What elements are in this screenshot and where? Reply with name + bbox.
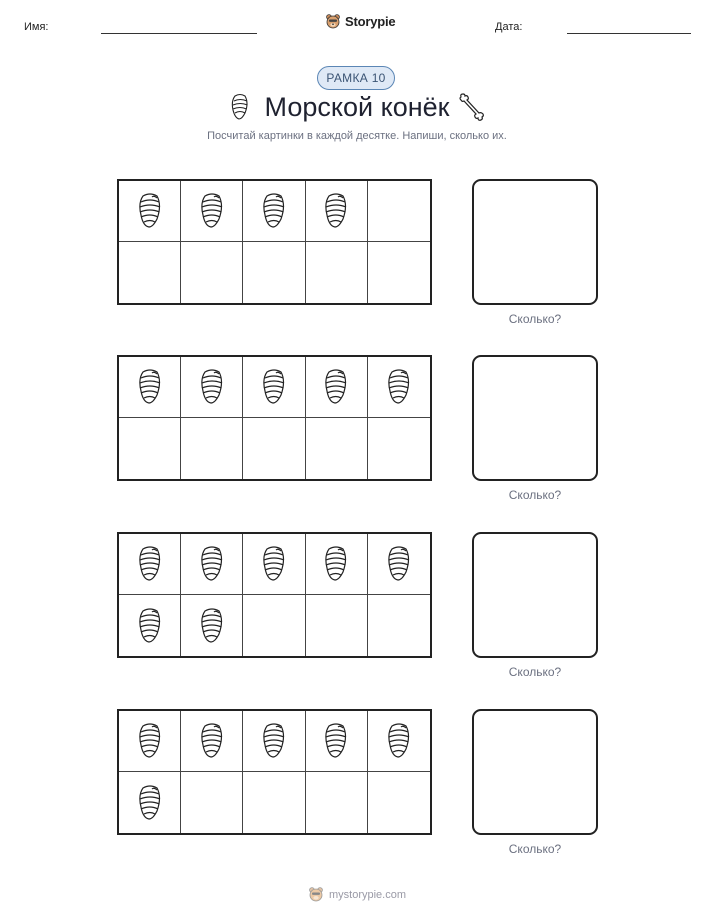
seashell-icon (137, 545, 163, 583)
bone-icon (457, 92, 487, 122)
seashell-icon (199, 545, 225, 583)
seashell-icon (137, 192, 163, 230)
frame-cell (243, 711, 305, 772)
date-line (567, 33, 691, 34)
seashell-icon (137, 722, 163, 760)
frame-cell (181, 534, 243, 595)
frame-cell (306, 772, 368, 833)
seashell-icon (386, 722, 412, 760)
frame-cell (119, 534, 181, 595)
frame-cell (119, 357, 181, 418)
frame-cell (306, 418, 368, 479)
seashell-icon (199, 722, 225, 760)
frame-cell (243, 418, 305, 479)
footer-url: mystorypie.com (328, 888, 407, 901)
frame-cell (368, 772, 430, 833)
frame-cell (306, 534, 368, 595)
brand-logo (325, 13, 395, 30)
frame-cell (243, 534, 305, 595)
frame-cell (243, 357, 305, 418)
seashell-icon (323, 722, 349, 760)
frame-cell (243, 595, 305, 656)
frame-cell (368, 418, 430, 479)
frame-cell (181, 181, 243, 242)
seashell-icon (137, 784, 163, 822)
frame-cell (119, 242, 181, 303)
name-line (101, 33, 257, 34)
frame-cell (181, 711, 243, 772)
frame-cell (368, 534, 430, 595)
answer-label: Сколько? (508, 312, 562, 326)
ten-frame (117, 355, 432, 481)
ten-frame (117, 532, 432, 658)
seashell-icon (199, 607, 225, 645)
frame-cell (243, 181, 305, 242)
frame-cell (306, 181, 368, 242)
answer-box[interactable] (472, 532, 598, 658)
answer-label: Сколько? (508, 488, 562, 502)
frame-cell (368, 181, 430, 242)
seashell-icon (137, 368, 163, 406)
frame-cell (306, 595, 368, 656)
frame-cell (243, 772, 305, 833)
instructions: Посчитай картинки в каждой десятке. Напиши, сколько их. (207, 130, 507, 142)
seashell-icon (386, 368, 412, 406)
seashell-icon (261, 192, 287, 230)
seashell-icon (386, 545, 412, 583)
footer (0, 886, 714, 903)
seashell-icon (323, 192, 349, 230)
frame-cell (119, 772, 181, 833)
frame-cell (119, 181, 181, 242)
date-label: Дата: (495, 21, 523, 33)
ten-frame (117, 179, 432, 305)
seashell-icon (323, 368, 349, 406)
answer-box[interactable] (472, 709, 598, 835)
frame-cell (119, 418, 181, 479)
frame-cell (181, 772, 243, 833)
seashell-icon (199, 192, 225, 230)
frame-cell (243, 242, 305, 303)
answer-label: Сколько? (508, 842, 562, 856)
answer-label: Сколько? (508, 665, 562, 679)
frame-cell (368, 242, 430, 303)
frame-cell (368, 357, 430, 418)
frame-cell (119, 595, 181, 656)
seashell-icon (261, 368, 287, 406)
seashell-icon (137, 607, 163, 645)
bear-mascot-icon (325, 13, 341, 30)
bear-mascot-icon (308, 886, 324, 903)
answer-box[interactable] (472, 355, 598, 481)
seashell-icon (199, 368, 225, 406)
frame-cell (368, 711, 430, 772)
frame-cell (306, 357, 368, 418)
ten-frame (117, 709, 432, 835)
brand-name: Storypie (345, 14, 396, 29)
seashell-icon (261, 545, 287, 583)
frame-cell (368, 595, 430, 656)
frame-cell (306, 242, 368, 303)
frame-cell (181, 242, 243, 303)
frame-cell (181, 418, 243, 479)
seashell-icon (323, 545, 349, 583)
answer-box[interactable] (472, 179, 598, 305)
seashell-icon (261, 722, 287, 760)
frame-cell (181, 595, 243, 656)
page-title: Морской конёк (264, 92, 450, 122)
frame-cell (306, 711, 368, 772)
frame-cell (181, 357, 243, 418)
name-label: Имя: (24, 21, 49, 33)
frame-cell (119, 711, 181, 772)
frame-badge: РАМКА 10 (317, 66, 395, 90)
